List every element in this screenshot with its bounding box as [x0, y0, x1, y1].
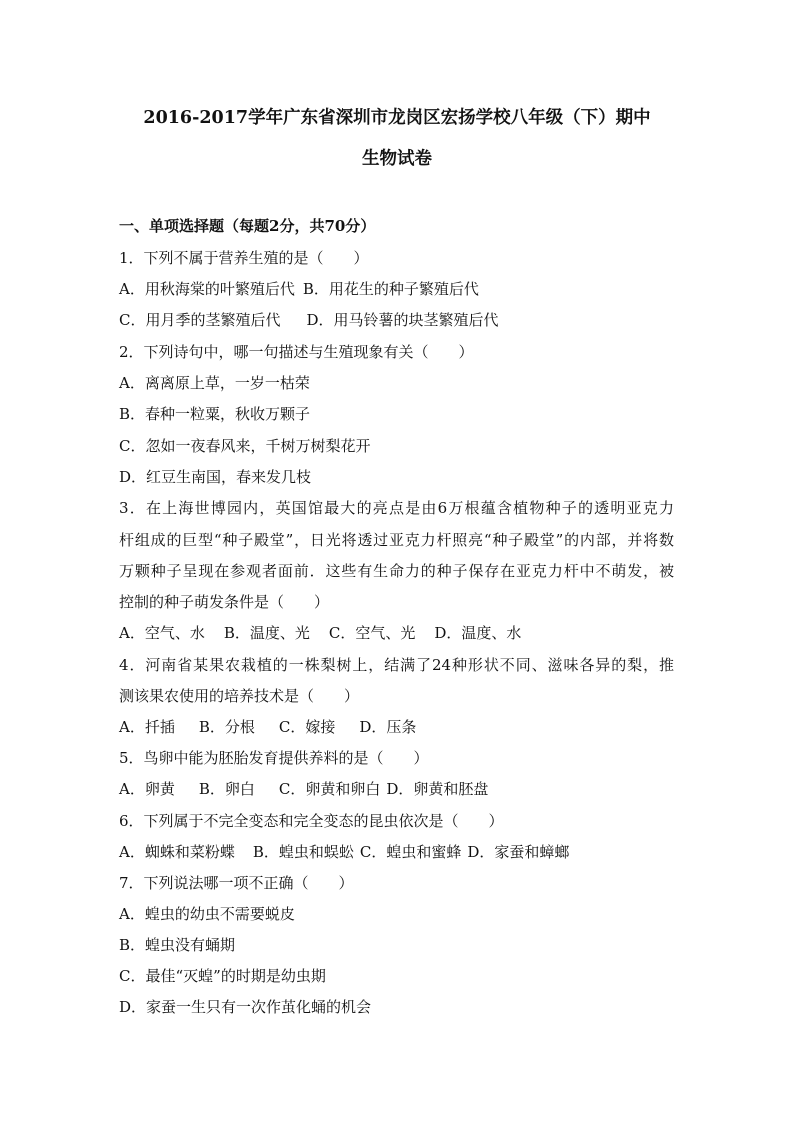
question-1-options-row-1 [119, 279, 479, 299]
q3-option-c: C．空气、光 [328, 624, 416, 642]
q4-option-b: B．分根 [198, 718, 255, 736]
q4-option-a: A．扦插 [119, 718, 175, 736]
q3-option-b: B．温度、光 [223, 624, 310, 642]
q7-option-b: B．蝗虫没有蛹期 [119, 936, 236, 954]
q5-option-d: D．卵黄和胚盘 [386, 780, 489, 798]
q2-option-d: D．红豆生南国，春来发几枝 [119, 468, 312, 486]
question-3-stem-line-1: 3．在上海世博园内，英国馆最大的亮点是由6万根蕴含植物种子的透明亚克力 [119, 499, 674, 517]
question-1-options-row-2 [119, 310, 499, 330]
q3-option-d: D．温度、水 [434, 624, 522, 642]
section-heading: 一、单项选择题（每题2分，共70分） [119, 217, 376, 235]
question-4-stem-line-2: 测该果农使用的培养技术是（ ） [119, 687, 360, 705]
q7-option-a: A．蝗虫的幼虫不需要蜕皮 [119, 905, 295, 923]
q4-option-c: C．嫁接 [278, 718, 336, 736]
q6-option-d: D．家蚕和蟑螂 [467, 843, 570, 861]
q5-option-c: C．卵黄和卵白 [278, 780, 381, 798]
question-6-stem: 6．下列属于不完全变态和完全变态的昆虫依次是（ ） [119, 812, 504, 830]
question-3-stem-line-4: 控制的种子萌发条件是（ ） [119, 593, 330, 611]
q6-option-c: C．蝗虫和蜜蜂 [359, 843, 462, 861]
question-5-stem: 5．鸟卵中能为胚胎发育提供养料的是（ ） [119, 749, 429, 767]
q2-option-b: B．春种一粒粟，秋收万颗子 [119, 405, 311, 423]
exam-title-line-2: 生物试卷 [362, 149, 432, 169]
q5-option-b: B．卵白 [198, 780, 255, 798]
question-6-options [119, 842, 569, 862]
exam-title-line-1: 2016-2017学年广东省深圳市龙岗区宏扬学校八年级（下）期中 [143, 108, 651, 128]
question-3-stem-line-3: 万颗种子呈现在参观者面前．这些有生命力的种子保存在亚克力杆中不萌发，被 [119, 562, 674, 580]
q7-option-c: C．最佳“灭蝗”的时期是幼虫期 [119, 967, 326, 985]
question-2-stem: 2．下列诗句中，哪一句描述与生殖现象有关（ ） [119, 343, 474, 361]
q1-option-d: D．用马铃薯的块茎繁殖后代 [306, 311, 499, 329]
question-4-stem-line-1: 4．河南省某果农栽植的一株梨树上，结满了24种形状不同、滋味各异的梨，推 [119, 656, 674, 674]
q6-option-a: A．蜘蛛和菜粉蝶 [119, 843, 235, 861]
question-4-options [119, 717, 416, 737]
q2-option-c: C．忽如一夜春风来，千树万树梨花开 [119, 437, 371, 455]
question-3-stem-line-2: 杆组成的巨型“种子殿堂”，日光将透过亚克力杆照亮“种子殿堂”的内部，并将数 [119, 531, 674, 549]
question-1-stem: 1．下列不属于营养生殖的是（ ） [119, 249, 369, 267]
q1-option-b: B．用花生的种子繁殖后代 [302, 280, 479, 298]
question-3-options [119, 623, 521, 643]
q1-option-c: C．用月季的茎繁殖后代 [119, 311, 281, 329]
q1-option-a: A．用秋海棠的叶繁殖后代 [119, 280, 295, 298]
question-7-stem: 7．下列说法哪一项不正确（ ） [119, 874, 354, 892]
q6-option-b: B．蝗虫和蜈蚣 [252, 843, 354, 861]
q3-option-a: A．空气、水 [119, 624, 205, 642]
q4-option-d: D．压条 [359, 718, 417, 736]
question-5-options [119, 779, 488, 799]
q7-option-d: D．家蚕一生只有一次作茧化蛹的机会 [119, 998, 372, 1016]
q5-option-a: A．卵黄 [119, 780, 175, 798]
q2-option-a: A．离离原上草，一岁一枯荣 [119, 374, 310, 392]
